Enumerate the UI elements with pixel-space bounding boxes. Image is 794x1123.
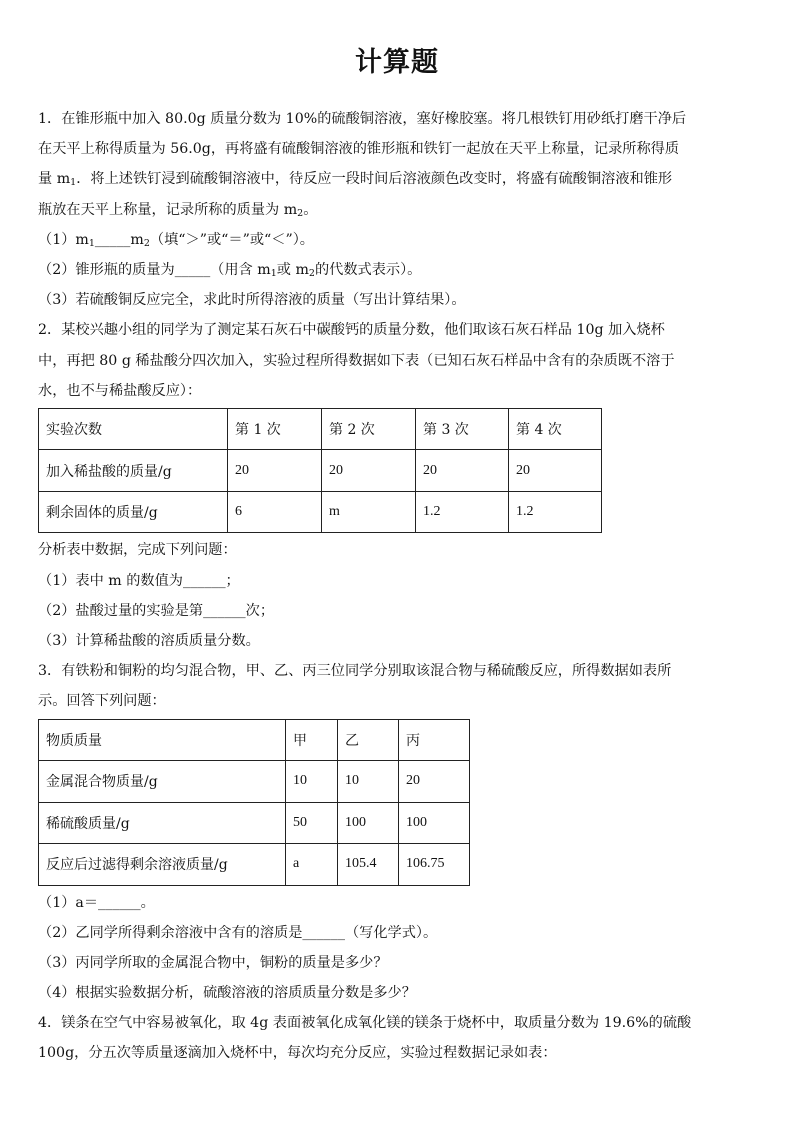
table-header-cell: 第 1 次 xyxy=(228,408,322,450)
q1-part-1-text-a: （1）m xyxy=(38,231,89,248)
table-cell: 106.75 xyxy=(399,844,470,886)
q1-part-1 xyxy=(38,225,758,255)
table-cell: 20 xyxy=(322,450,416,492)
q1-line-2: 在天平上称得质量为 56.0g，再将盛有硫酸铜溶液的锥形瓶和铁钉一起放在天平上称量，记录所称得质 xyxy=(38,141,680,158)
table-cell: 20 xyxy=(509,450,602,492)
q1-line-1: 1．在锥形瓶中加入 80.0g 质量分数为 10%的硫酸铜溶液，塞好橡胶塞。将几根铁钉用砂纸打磨干净后 xyxy=(38,111,687,127)
table-cell: 100 xyxy=(399,802,470,844)
table-cell: 10 xyxy=(338,761,399,803)
q1-line-3-text-b: ．将上述铁钉浸到硫酸铜溶液中，待反应一段时间后溶液颜色改变时，将盛有硫酸铜溶液和锥形 xyxy=(76,171,673,188)
q1-line-3-text-a: 量 m xyxy=(38,171,71,188)
q2-line-1: 2．某校兴趣小组的同学为了测定某石灰石中碳酸钙的质量分数，他们取该石灰石样品 10g 加入烧杯 xyxy=(38,322,665,339)
q1-part-3: （3）若硫酸铜反应完全，求此时所得溶液的质量（写出计算结果）。 xyxy=(38,292,466,309)
q3-part-1: （1）a＝______。 xyxy=(38,894,155,911)
table-cell: 稀硫酸质量/g xyxy=(39,802,286,844)
table-cell: 20 xyxy=(399,761,470,803)
q2-part-3: （3）计算稀盐酸的溶质质量分数。 xyxy=(38,632,260,649)
subscript: 2 xyxy=(308,267,315,279)
q2-line-2: 中，再把 80 g 稀盐酸分四次加入，实验过程所得数据如下表（已知石灰石样品中含有的杂质既不溶于 xyxy=(38,352,675,369)
table-cell: 1.2 xyxy=(416,491,509,533)
q1-part-2-text-a: （2）锥形瓶的质量为_____（用含 m xyxy=(38,261,271,278)
table-header-row xyxy=(39,719,470,761)
table-cell: 20 xyxy=(228,450,322,492)
table-cell: 105.4 xyxy=(338,844,399,886)
table-cell: 100 xyxy=(338,802,399,844)
table-cell: 反应后过滤得剩余溶液质量/g xyxy=(39,844,286,886)
q1-part-1-text-c: （填“＞”或“＝”或“＜”）。 xyxy=(149,231,314,248)
table-cell: 加入稀盐酸的质量/g xyxy=(39,450,228,492)
q2-data-table xyxy=(38,408,602,534)
q4-line-2: 100g，分五次等质量逐滴加入烧杯中，每次均充分反应，实验过程数据记录如表： xyxy=(38,1045,557,1062)
table-cell: 10 xyxy=(286,761,338,803)
q2-analysis-intro: 分析表中数据，完成下列问题： xyxy=(38,542,237,559)
table-cell: 50 xyxy=(286,802,338,844)
table-row xyxy=(39,450,602,492)
q1-line-4-text-a: 瓶放在天平上称量，记录所称的质量为 m xyxy=(38,201,298,218)
table-row xyxy=(39,491,602,533)
q3-part-3: （3）丙同学所取的金属混合物中，铜粉的质量是多少？ xyxy=(38,954,388,971)
subscript: 1 xyxy=(70,177,77,189)
table-header-cell: 第 2 次 xyxy=(322,408,416,450)
q3-part-2: （2）乙同学所得剩余溶液中含有的溶质是______（写化学式）。 xyxy=(38,924,438,941)
q3-line-1: 3．有铁粉和铜粉的均匀混合物，甲、乙、丙三位同学分别取该混合物与稀硫酸反应，所得数据如表所 xyxy=(38,663,672,680)
table-header-cell: 第 4 次 xyxy=(509,408,602,450)
table-row xyxy=(39,844,470,886)
q2-part-2: （2）盐酸过量的实验是第______次； xyxy=(38,602,275,619)
q1-part-1-text-b: _____m xyxy=(94,231,144,248)
table-cell: m xyxy=(322,491,416,533)
subscript: 1 xyxy=(88,237,95,249)
table-cell: a xyxy=(286,844,338,886)
q1-part-2-text-b: 或 m xyxy=(276,261,309,278)
table-header-cell: 实验次数 xyxy=(39,408,228,450)
q1-line-3 xyxy=(38,164,758,194)
table-row xyxy=(39,761,470,803)
table-cell: 6 xyxy=(228,491,322,533)
q1-line-4-text-b: 。 xyxy=(303,201,318,218)
table-cell: 金属混合物质量/g xyxy=(39,761,286,803)
document-body xyxy=(38,104,758,1069)
page-title: 计算题 xyxy=(355,47,439,78)
table-row xyxy=(39,802,470,844)
q4-line-1: 4．镁条在空气中容易被氧化，取 4g 表面被氧化成氧化镁的镁条于烧杯中，取质量分数为 19.6%的硫酸 xyxy=(38,1015,692,1032)
table-cell: 1.2 xyxy=(509,491,602,533)
table-header-cell: 第 3 次 xyxy=(416,408,509,450)
table-header-cell: 丙 xyxy=(399,719,470,761)
table-header-row xyxy=(39,408,602,450)
q1-part-2 xyxy=(38,255,758,285)
subscript: 2 xyxy=(297,207,304,219)
q2-part-1: （1）表中 m 的数值为______； xyxy=(38,572,240,589)
table-header-cell: 物质质量 xyxy=(39,719,286,761)
q1-part-2-text-c: 的代数式表示）。 xyxy=(314,261,422,278)
table-cell: 20 xyxy=(416,450,509,492)
subscript: 1 xyxy=(270,267,277,279)
table-header-cell: 甲 xyxy=(286,719,338,761)
q1-line-4 xyxy=(38,195,758,225)
table-header-cell: 乙 xyxy=(338,719,399,761)
table-cell: 剩余固体的质量/g xyxy=(39,491,228,533)
q2-line-3: 水，也不与稀盐酸反应）： xyxy=(38,382,202,399)
q3-data-table xyxy=(38,719,470,886)
q3-part-4: （4）根据实验数据分析，硫酸溶液的溶质质量分数是多少？ xyxy=(38,985,416,1002)
subscript: 2 xyxy=(143,237,150,249)
q3-line-2: 示。回答下列问题： xyxy=(38,693,166,710)
